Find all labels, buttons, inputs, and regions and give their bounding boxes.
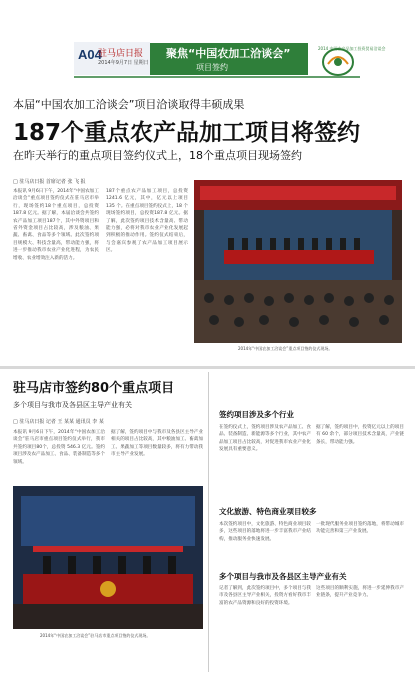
main-headline: 187个重点农产品加工项目将签约 bbox=[13, 120, 361, 146]
section2-text-a: 本次签约项目中，文化旅游、特色商业项目较多，这些项目的落地将进一步丰富我市产业结构，推动服务业快速发展。 bbox=[219, 522, 311, 542]
main-byline: □ 驻马店日报 首席记者 张 飞 报 bbox=[13, 179, 86, 185]
section3-text-b: 这些项目的顺利实施，将进一步延伸我市产业链条，提升产业竞争力。 bbox=[316, 586, 404, 599]
second-body-col1: 本报讯 9月6日下午，2014年“中国农加工洽谈会”驻马店市重点项目签约仪式举行，我市共签约项目80个，总投资 546.3 亿元。签约项目涉及农产品加工、食品、装备制造等多个领域。 bbox=[13, 430, 105, 465]
second-headline: 驻马店市签约80个重点项目 bbox=[13, 381, 175, 396]
section-heading-industries: 签约项目涉及多个行业 bbox=[219, 410, 294, 419]
page-number: A04 bbox=[78, 47, 102, 62]
section1-text-a: 在签约仪式上，签约项目涉及农产品加工、食品、装备制造、新能源等多个行业，其中农产品加工项目占比较高，对促进我市农业产业化发展具有重要意义。 bbox=[219, 425, 311, 453]
edition-line: 2014年9月7日 星期日 bbox=[98, 60, 149, 66]
second-body-col2: 据了解，签约项目中与我市及各县区主导产业相关的项目占比较高，其中粮油加工、畜禽加工、果蔬加工等项目数量较多，将有力带动我市主导产业发展。 bbox=[111, 430, 203, 458]
section-divider bbox=[0, 366, 415, 369]
second-photo-caption: 2014年“中国农加工洽谈会”驻马店市重点项目签约仪式现场。 bbox=[40, 633, 151, 638]
second-byline: □ 驻马店日报 记者 王 某某 通讯员 李 某 bbox=[13, 419, 104, 425]
second-subhead: 多个项目与我市及各县区主导产业有关 bbox=[13, 401, 132, 409]
main-photo-caption: 2014年“中国农加工洽谈会”重点项目签约仪式现场。 bbox=[238, 346, 333, 351]
column-divider bbox=[208, 372, 209, 672]
special-title: 聚焦“中国农加工洽谈会” bbox=[166, 47, 291, 60]
section3-text-a: 记者了解到，此次签约项目中，多个项目与我市及各县区主导产业相关，投资方看好我市丰富的农产品资源和良好的投资环境。 bbox=[219, 586, 311, 606]
special-subtitle: 项目签约 bbox=[196, 63, 228, 72]
main-body-col2: 187个重点农产品加工项目，总投资 1241.6 亿元，其中，亿元以上项目 135 个。在重点项目签约仪式上，18 个现场签约项目，总投资187.8 亿元。据了解，此次签约项目技术含量高、带动能力强，必将对我市农业产业化发展起到积极的推动作用。签约仪式结束后，与会嘉宾参观了农产品加工项目展示区。 bbox=[106, 189, 188, 254]
main-kicker: 本届“中国农加工洽谈会”项目洽谈取得丰硕成果 bbox=[13, 98, 245, 111]
signing-ceremony-photo bbox=[194, 180, 402, 343]
city-signing-photo bbox=[13, 486, 203, 629]
section1-text-b: 据了解，签约项目中，投资亿元以上的项目有 60 余个，部分项目技术含量高，产业链条长，带动能力强。 bbox=[316, 425, 404, 445]
section2-text-b: 一批现代服务业项目签约落地，将带动城市功能完善和第三产业发展。 bbox=[316, 522, 404, 535]
logo-text: 2014 中国农产品加工投资贸易洽谈会 bbox=[318, 46, 386, 51]
paper-name: 驻马店日报 bbox=[98, 49, 144, 59]
section-heading-tourism: 文化旅游、特色商业项目较多 bbox=[219, 507, 317, 516]
main-subhead: 在昨天举行的重点项目签约仪式上，18个重点项目现场签约 bbox=[13, 149, 302, 162]
section-heading-industry-link: 多个项目与我市及各县区主导产业有关 bbox=[219, 572, 347, 581]
main-body-col1: 本报讯 9月6日下午，2014年“中国农加工洽谈会”重点项目签约仪式在驻马店市举行，现场签约18个重点项目，总投资 187.8 亿元。据了解，本届洽谈会共签约农产品加工项目187个，其中外资项目和省外资金项目占比较高，涉及粮油、果蔬、畜禽、食品等多个领域。此次签约项目规模大、科技含量高，带动能力强，将进一步推动我市农业产业化进程，为农民增收、农业增效注入新的活力。 bbox=[13, 189, 99, 261]
